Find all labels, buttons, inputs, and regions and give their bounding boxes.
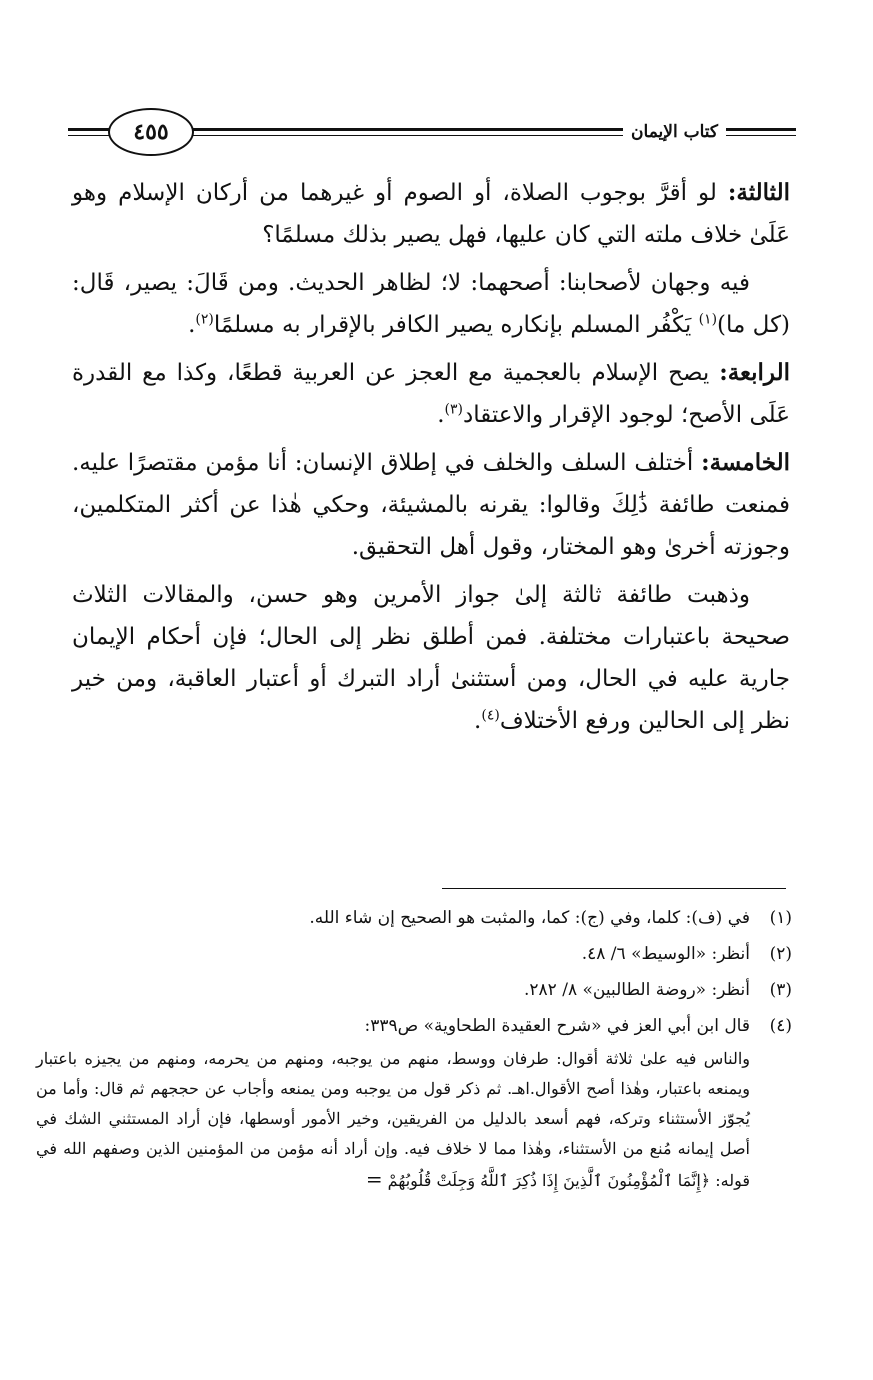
footnote-ref: (٤) [481,707,500,724]
footnote-2 [36,936,792,972]
paragraph-text: يَكْفُر المسلم بإنكاره يصير الكافر بالإقرار به مسلمًا [213,312,699,338]
period: . [437,402,445,428]
paragraph-lead: الثالثة: [727,179,790,206]
footnote-number: (٤) [769,1016,792,1036]
footnote-ref: (١) [698,311,718,328]
footnote-ref: (٢) [195,311,214,328]
paragraph-fifth [72,442,790,568]
main-text [72,172,790,748]
paragraph-text: فيه وجهان لأصحابنا: أصحهما: لا؛ لظاهر الحديث. ومن قَالَ: يصير، قَال: (كل ما) [72,270,790,338]
period: . [474,708,482,734]
paragraph-text: لو أقرَّ بوجوب الصلاة، أو الصوم أو غيرهما من أركان الإسلام وهو عَلَىٰ خلاف ملته التي كان عليها، فهل يصير بذلك مسلمًا؟ [72,180,790,248]
paragraph-text: وذهبت طائفة ثالثة إلىٰ جواز الأمرين وهو حسن، والمقالات الثلاث صحيحة باعتبارات مختلفة. فمن أطلق نظر إلى الحال؛ فإن أحكام الإيمان جارية عليه في الحال، ومن أستثنىٰ أراد التبرك أو أعتبار العاقبة، ومن خير نظر إلى الحالين ورفع الأختلاف [72,582,790,734]
footnote-number: (١) [769,908,792,928]
footnote-4 [36,1008,792,1044]
footnote-number: (٢) [769,944,792,964]
page-header [68,108,796,158]
quote-text: والناس فيه علىٰ ثلاثة أقوال: طرفان ووسط، منهم من يوجبه، ومنهم من يحرمه، ومنهم من يجيزه باعتبار ويمنعه باعتبار، وهٰذا أصح الأقوال.اهـ. ثم ذكر قول من يوجبه ومن يمنعه وأجاب عن حججهم ثم قال: وأما من يُجوّز الأستثناء وتركه، فهم أسعد بالدليل من الفريقين، وخير الأمور أوسطها، فإن أراد المستثني الشك في أصل إيمانه مُنع من الأستثناء، وهٰذا مما لا خلاف فيه. وإن أراد أنه مؤمن من المؤمنين الذين وصفهم الله في قوله: ﴿إِنَّمَا ٱلْمُؤْمِنُونَ ٱلَّذِينَ إِذَا ذُكِرَ ٱللَّهُ وَجِلَتْ قُلُوبُهُمْ [36,1049,750,1190]
footnote-1 [36,900,792,936]
paragraph-third-group [72,574,790,742]
paragraph-fourth [72,352,790,436]
period: . [188,312,196,338]
paragraph-text: أختلف السلف والخلف في إطلاق الإنسان: أنا مؤمن مقتصرًا عليه. فمنعت طائفة ذَٰلِكَ وقالوا: يقرنه بالمشيئة، وحكي هٰذا عن أكثر المتكلمين، وجوزته أخرىٰ وهو المختار، وقول أهل التحقيق. [72,450,790,560]
footnote-separator [442,888,786,889]
page-number: ٤٥٥ [108,108,194,156]
footnote-4-quote [36,1044,750,1196]
footnote-text: قال ابن أبي العز في «شرح العقيدة الطحاوية» ص٣٣٩: [364,1016,750,1036]
footnotes [36,900,792,1196]
footnote-text: في (ف): كلما، وفي (ج): كما، والمثبت هو الصحيح إن شاء الله. [309,908,750,928]
continuation-mark: = [365,1167,383,1191]
paragraph-lead: الرابعة: [719,359,790,386]
footnote-number: (٣) [769,980,792,1000]
footnote-ref: (٣) [444,401,463,418]
footnote-3 [36,972,792,1008]
footnote-text: أنظر: «روضة الطالبين» ٨/ ٢٨٢. [524,980,750,1000]
footnote-text: أنظر: «الوسيط» ٦/ ٤٨. [581,944,750,964]
book-title: كتاب الإيمان [623,122,726,142]
paragraph-lead: الخامسة: [701,449,790,476]
paragraph-two-views [72,262,790,346]
paragraph-third [72,172,790,256]
paragraph-text: يصح الإسلام بالعجمية مع العجز عن العربية قطعًا، وكذا مع القدرة عَلَى الأصح؛ لوجود الإقرار والاعتقاد [72,360,790,428]
